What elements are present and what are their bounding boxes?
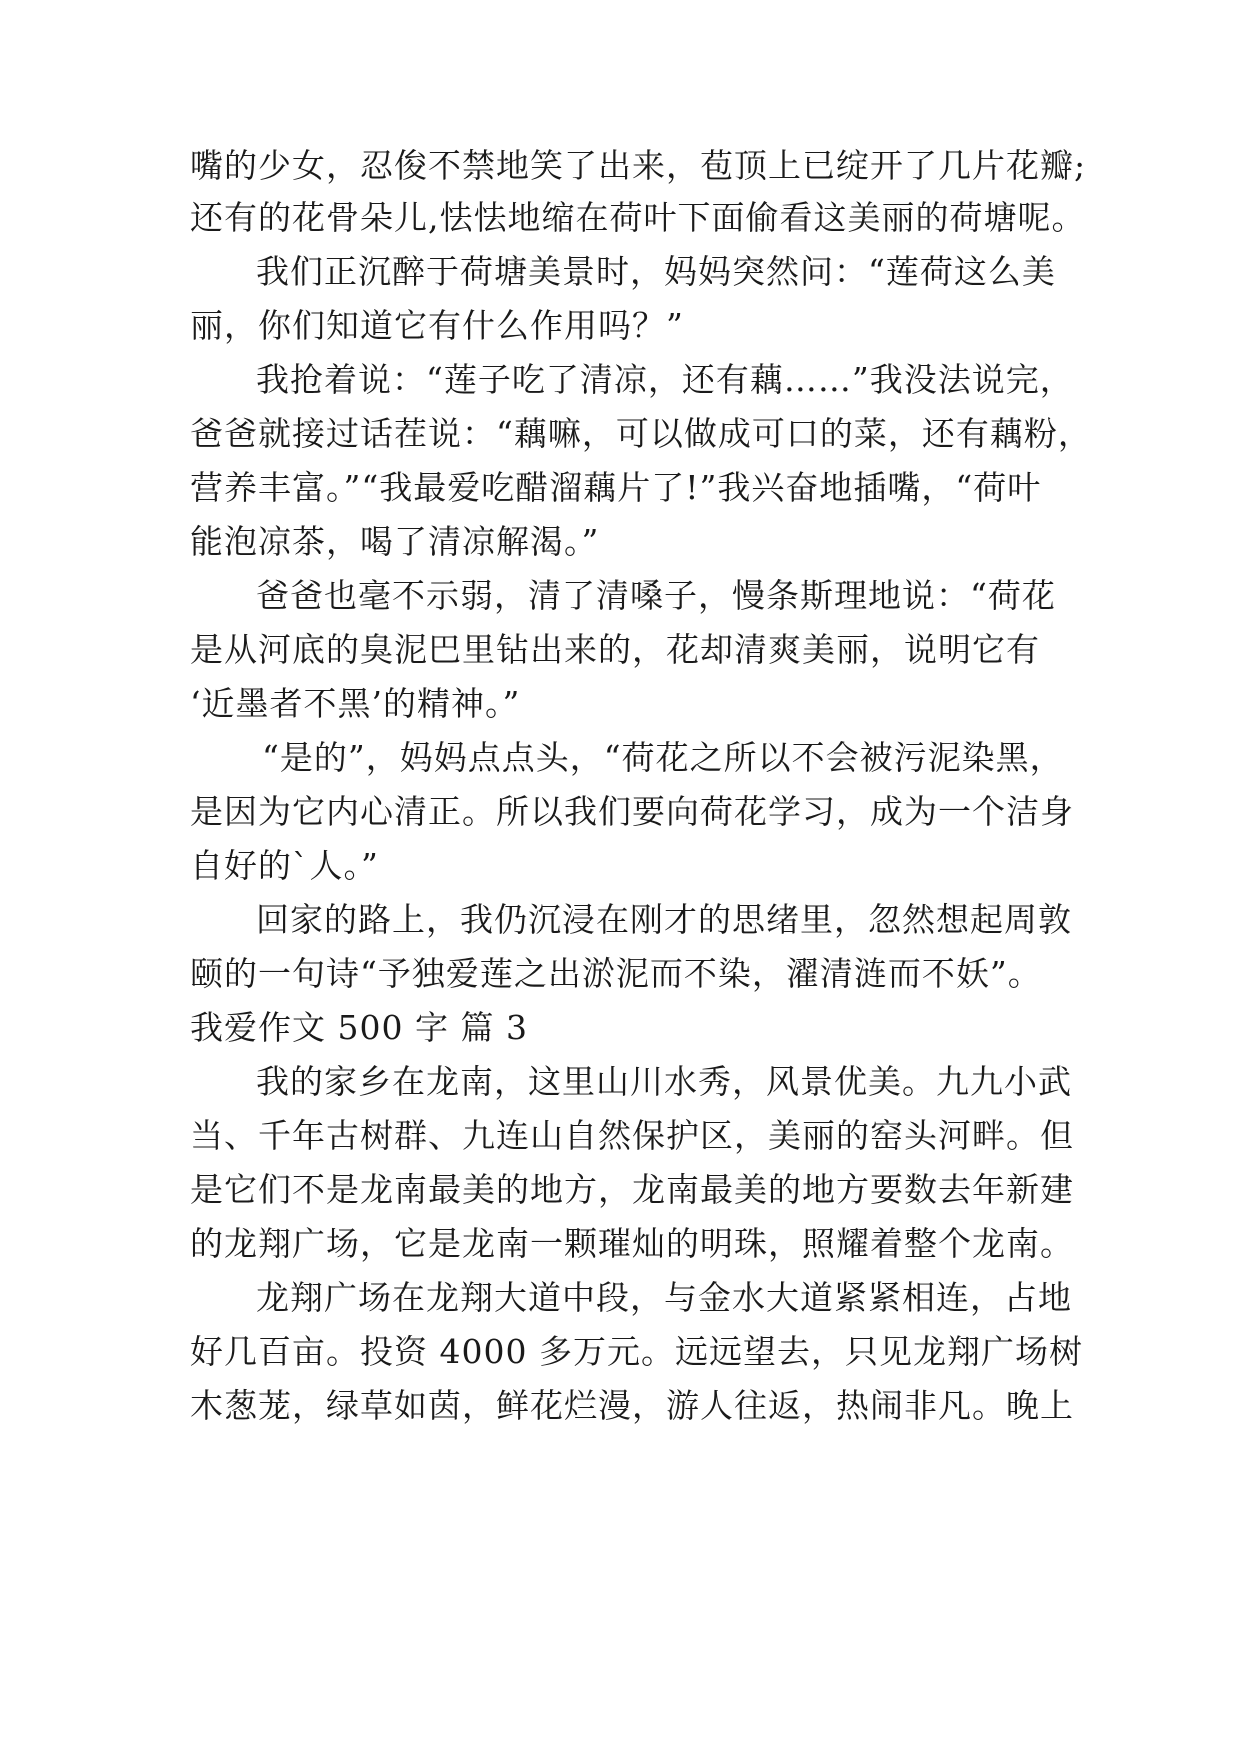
- text-line-2: 还有的花骨朵儿,怯怯地缩在荷叶下面偷看这美丽的荷塘呢。: [190, 198, 1086, 237]
- text-line-13: 是因为它内心清正。所以我们要向荷花学习，成为一个洁身: [190, 792, 1074, 831]
- text-line-22: 龙翔广场在龙翔大道中段，与金水大道紧紧相连，占地: [256, 1278, 1072, 1317]
- text-line-4: 丽，你们知道它有什么作用吗？”: [190, 306, 684, 345]
- text-line-12: “是的”，妈妈点点头，“荷花之所以不会被污泥染黑，: [262, 738, 1064, 777]
- text-line-8: 能泡凉茶，喝了清凉解渴。”: [190, 522, 600, 561]
- text-line-6: 爸爸就接过话茬说：“藕嘛，可以做成可口的菜，还有藕粉，: [190, 414, 1092, 453]
- text-line-5: 我抢着说：“莲子吃了清凉，还有藕……”我没法说完，: [256, 360, 1074, 399]
- text-line-16: 颐的一句诗“予独爱莲之出淤泥而不染，濯清涟而不妖”。: [190, 954, 1042, 993]
- text-line-18: 我的家乡在龙南，这里山川水秀，风景优美。九九小武: [256, 1062, 1072, 1101]
- text-line-19: 当、千年古树群、九连山自然保护区，美丽的窑头河畔。但: [190, 1116, 1074, 1155]
- text-line-11: ‘近墨者不黑’的精神。”: [190, 684, 521, 723]
- section-heading: 我爱作文 500 字 篇 3: [190, 1008, 528, 1047]
- text-line-10: 是从河底的臭泥巴里钻出来的，花却清爽美丽，说明它有: [190, 630, 1040, 669]
- text-line-3: 我们正沉醉于荷塘美景时，妈妈突然问：“莲荷这么美: [256, 252, 1056, 291]
- text-line-15: 回家的路上，我仍沉浸在刚才的思绪里，忽然想起周敦: [256, 900, 1072, 939]
- text-line-1: 嘴的少女，忍俊不禁地笑了出来，苞顶上已绽开了几片花瓣;: [190, 146, 1087, 185]
- text-line-7: 营养丰富。”“我最爱吃醋溜藕片了!”我兴奋地插嘴，“荷叶: [190, 468, 1042, 507]
- text-line-9: 爸爸也毫不示弱，清了清嗓子，慢条斯理地说：“荷花: [256, 576, 1056, 615]
- text-line-23: 好几百亩。投资 4000 多万元。远远望去，只见龙翔广场树: [190, 1332, 1083, 1371]
- text-line-20: 是它们不是龙南最美的地方，龙南最美的地方要数去年新建: [190, 1170, 1074, 1209]
- text-line-21: 的龙翔广场，它是龙南一颗璀灿的明珠，照耀着整个龙南。: [190, 1224, 1074, 1263]
- text-line-24: 木葱茏，绿草如茵，鲜花烂漫，游人往返，热闹非凡。晚上: [190, 1386, 1074, 1425]
- text-line-14: 自好的`人。”: [190, 846, 379, 885]
